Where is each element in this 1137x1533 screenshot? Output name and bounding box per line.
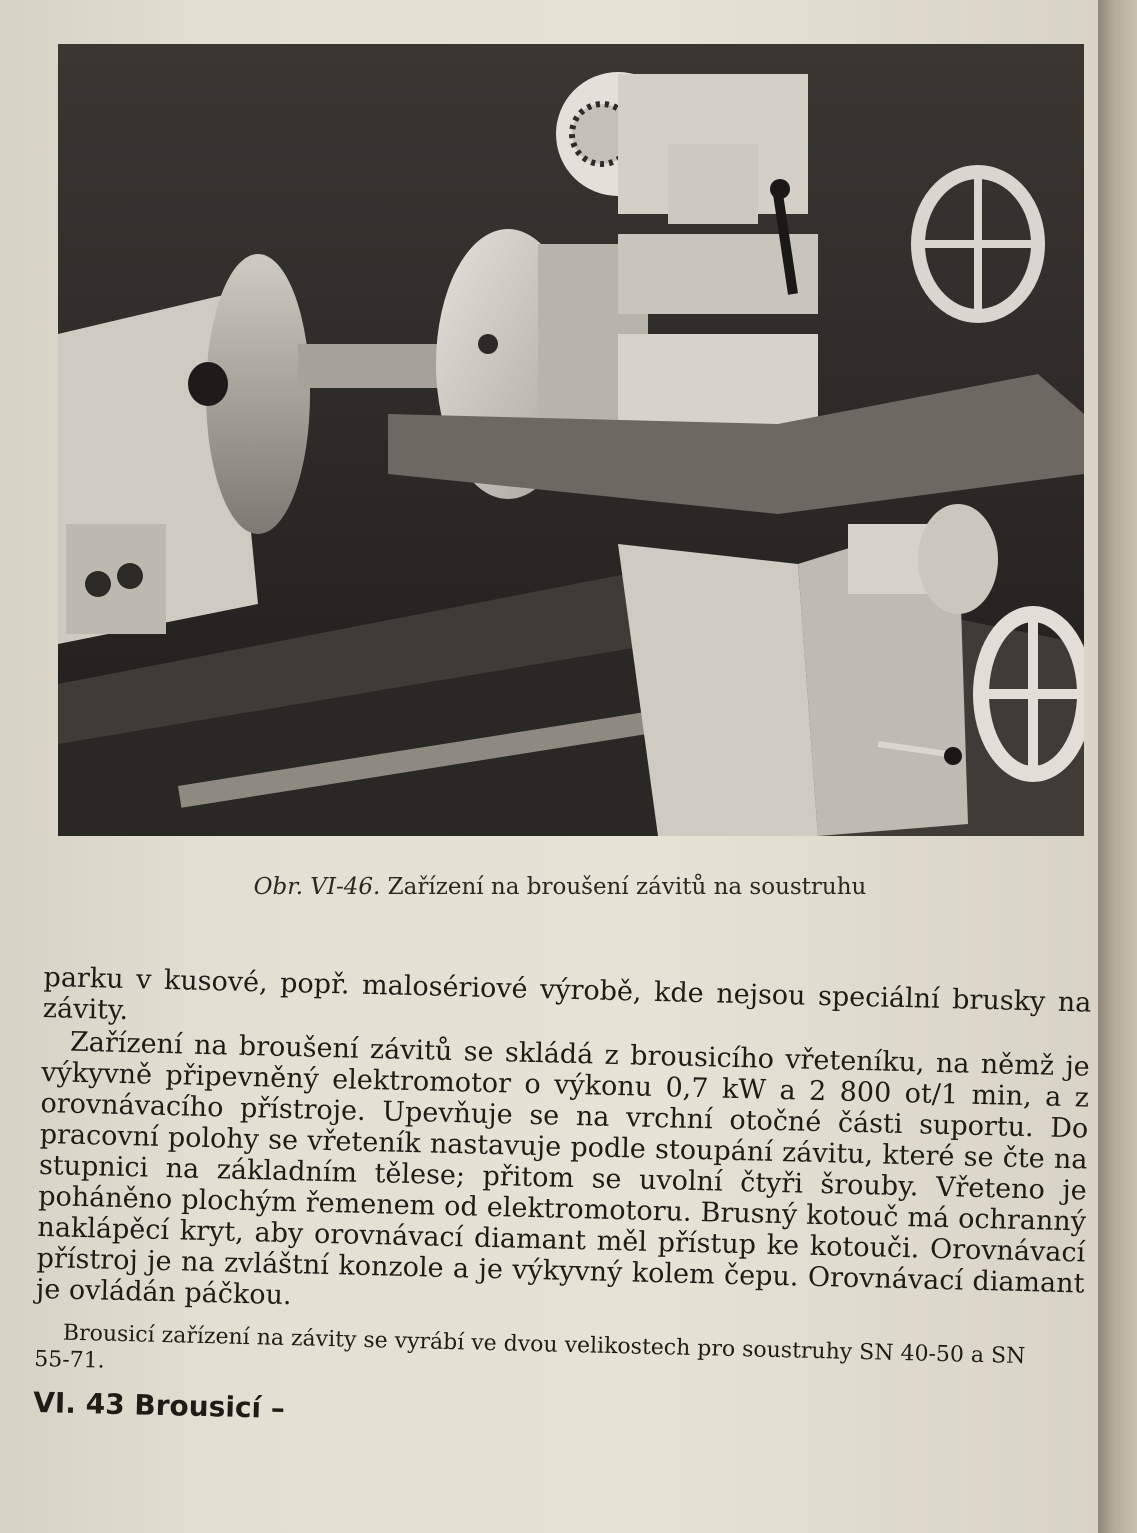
figure-caption [150, 874, 970, 900]
body-text [33, 962, 1092, 1443]
figure-label: Obr. VI-46. [253, 874, 381, 900]
paragraph-small: Brousicí zařízení na závity se vyrábí ve dvou velikostech pro soustruhy SN 40-50 a SN 55-71. [33, 1320, 1026, 1374]
figure-photo [58, 44, 1084, 836]
lathe-grinding-attachment-illustration [58, 44, 1084, 836]
paragraph-fragment: parku v kusové, popř. malosériové výrobě, kde nejsou speciální brusky na závity. [42, 962, 1092, 1027]
page-edge [1098, 0, 1137, 1533]
paragraph-main: Zařízení na broušení závitů se skládá z brousicího vřeteníku, na němž je výkyvně připevněný elektromotor o výkonu 0,7 kW a 2 800 ot/1 min, a z orovnávacího přístroje. Upevňuje se na vrchní otočné části suportu. Do pracovní polohy se vřeteník nastavuje podle stoupání závitu, které se čte na stupnici na základním tělese; přitom se uvolní čtyři šrouby. Vřeteno je poháněno plochým řemenem od elektromotoru. Brusný kotouč má ochranný naklápěcí kryt, aby orovnávací diamant měl přístup ke kotouči. Orovnávací přístroj je na zvláštní konzole a je výkyvný kolem čepu. Orovnávací diamant je ovládán páčkou. [35, 1026, 1091, 1312]
figure-title: Zařízení na broušení závitů na soustruhu [387, 874, 867, 900]
section-heading: VI. 43 Brousicí – [32, 1385, 286, 1426]
